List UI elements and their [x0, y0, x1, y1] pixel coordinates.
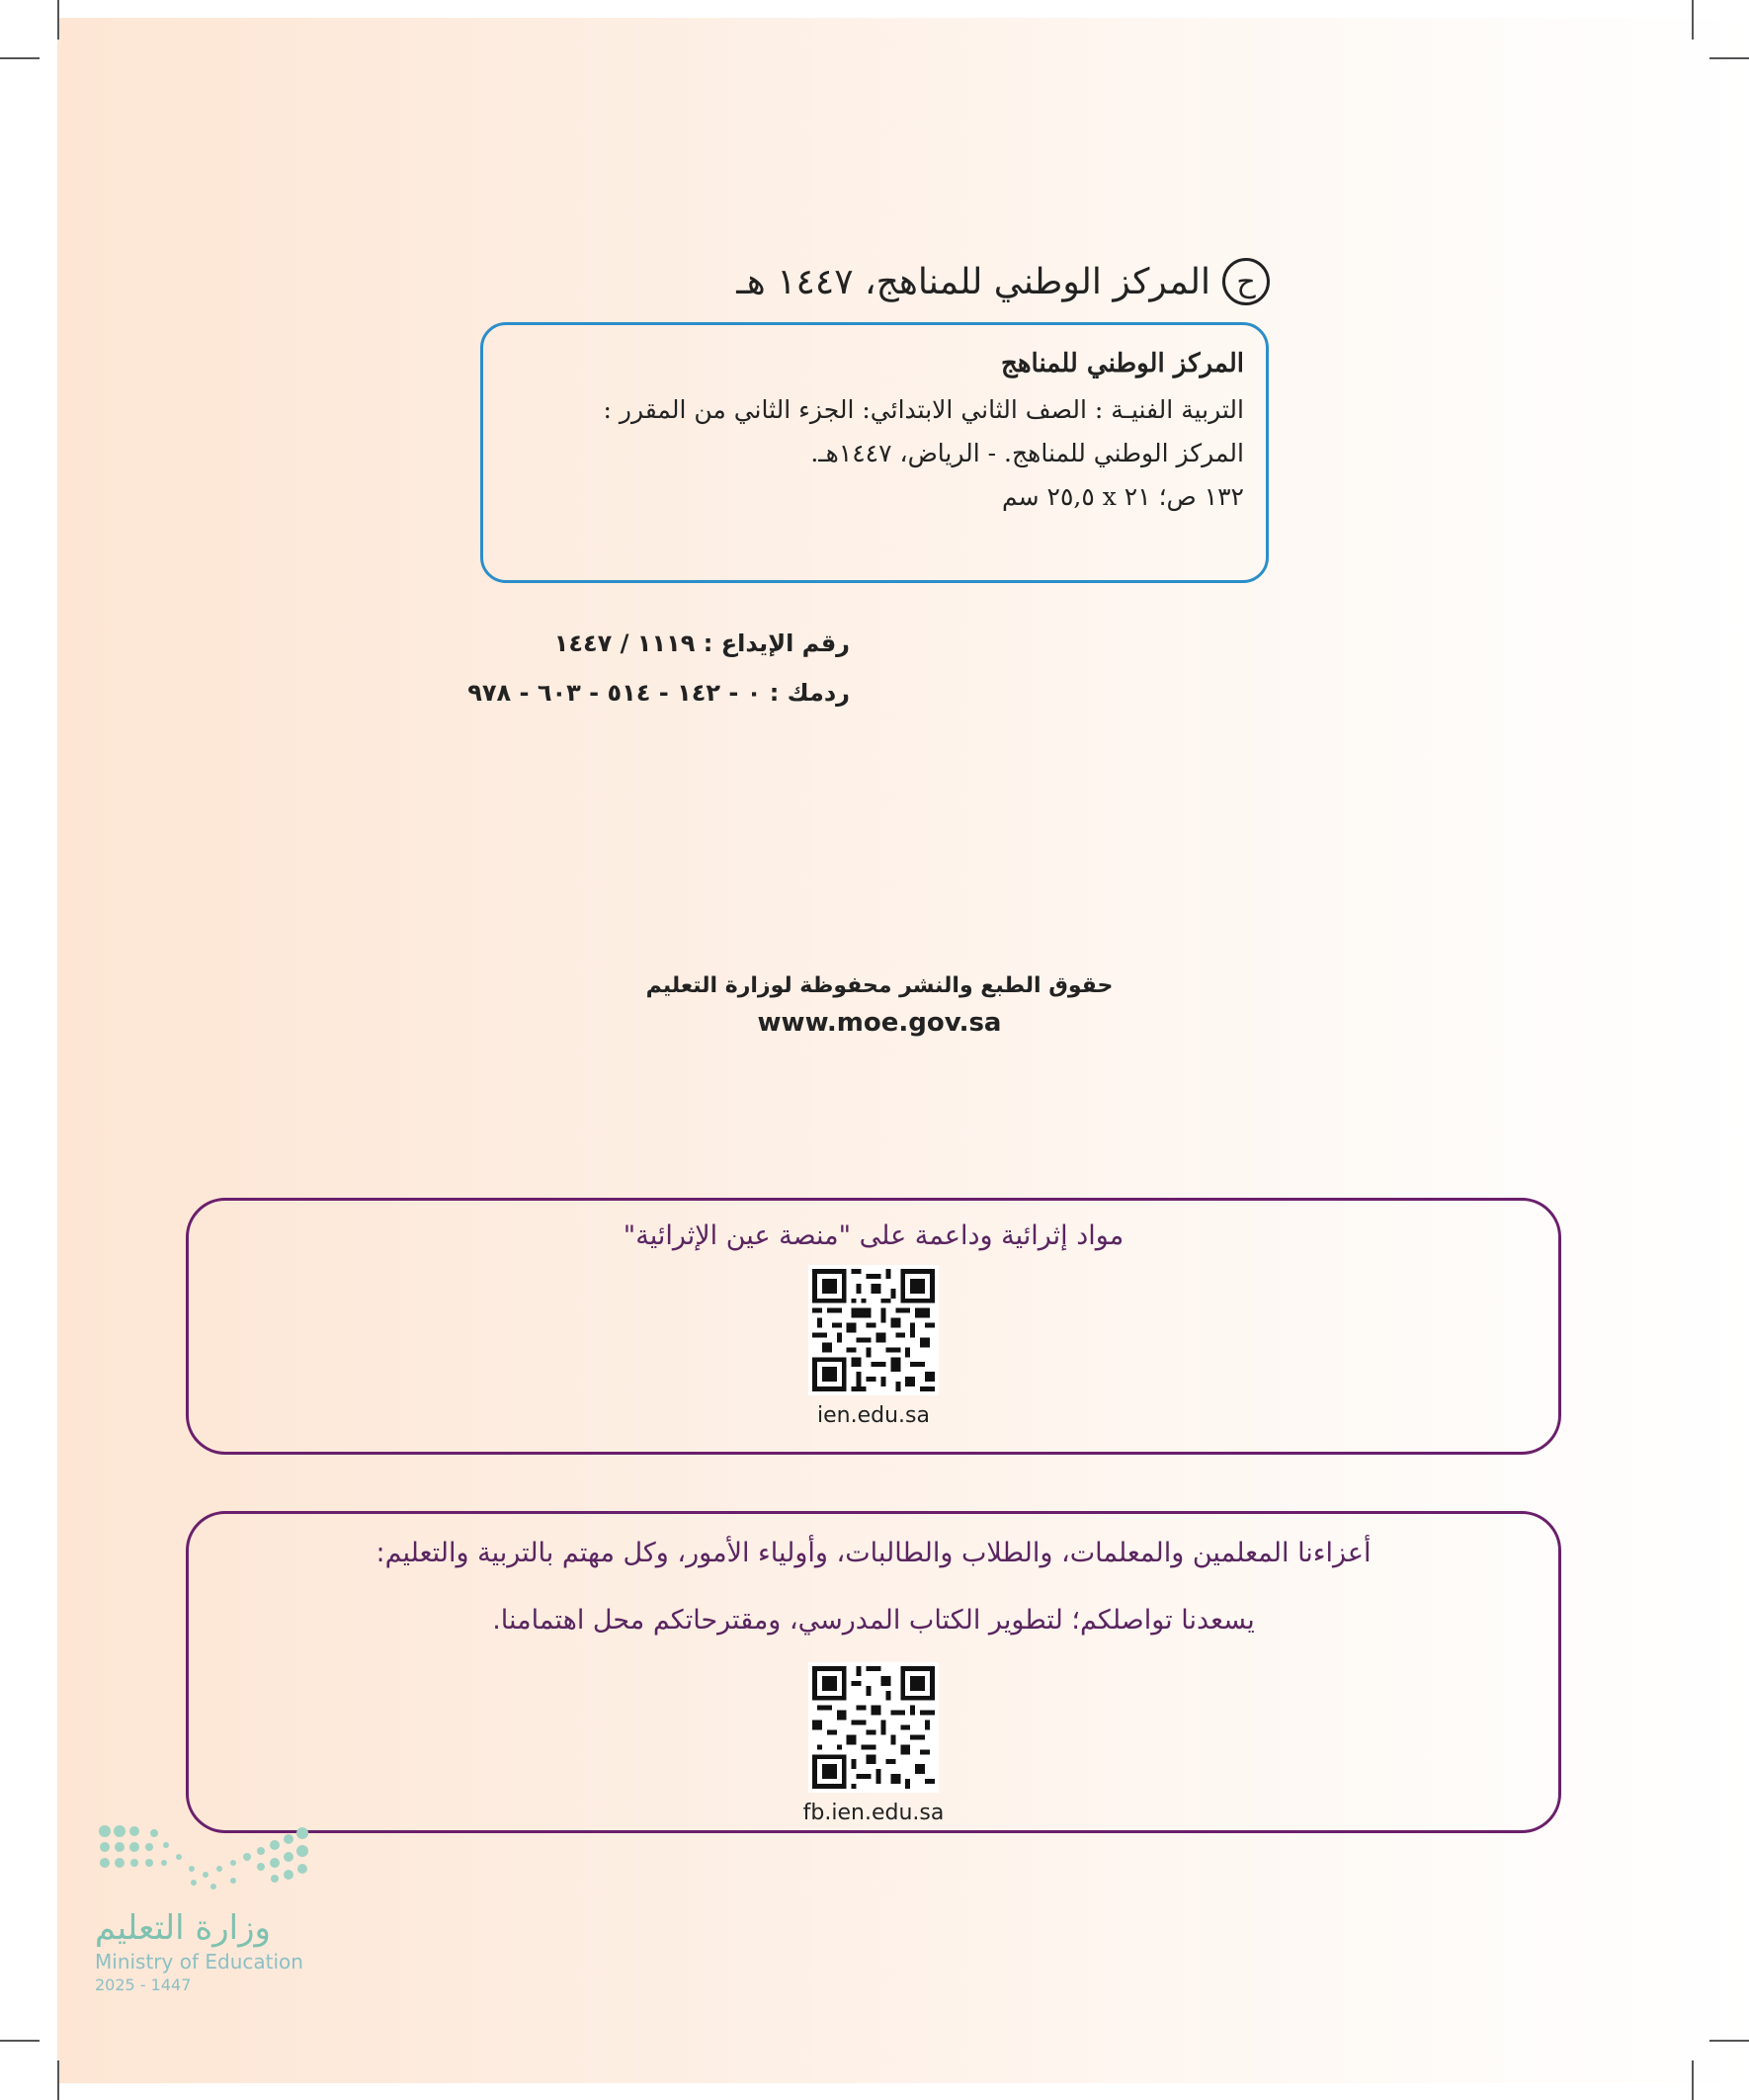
enrichment-url[interactable]: ien.edu.sa [817, 1403, 930, 1428]
rights-section [593, 973, 1166, 1038]
crop-mark [57, 0, 59, 40]
ministry-website-link[interactable]: www.moe.gov.sa [757, 1008, 1002, 1038]
qr-code-icon[interactable] [808, 1265, 939, 1395]
crop-mark [1709, 2040, 1749, 2042]
crop-mark [57, 2060, 59, 2100]
feedback-box [186, 1511, 1561, 1833]
deposit-number: رقم الإيداع : ١١١٩ / ١٤٤٧ [553, 630, 850, 657]
qr-code-icon[interactable] [808, 1662, 939, 1793]
catalog-line: التربية الفنيـة : الصف الثاني الابتدائي: الجزء الثاني من المقرر : [603, 395, 1244, 424]
isbn: ردمك : ٠ - ١٤٢ - ٥١٤ - ٦٠٣ - ٩٧٨ [467, 679, 850, 707]
copyright-text: المركز الوطني للمناهج، ١٤٤٧ هـ [736, 261, 1210, 302]
catalog-title: المركز الوطني للمناهج [1001, 349, 1244, 378]
ministry-name-english: Ministry of Education [95, 1950, 303, 1974]
enrichment-box [186, 1198, 1561, 1455]
ministry-logo [95, 1823, 322, 1994]
feedback-line-1: أعزاءنا المعلمين والمعلمات، والطلاب والطالبات، وأولياء الأمور، وكل مهتم بالتربية والتعليم: [375, 1538, 1372, 1568]
catalog-line: ١٣٢ ص؛ ٢١ x ٢٥,٥ سم [1001, 482, 1244, 511]
rights-text: حقوق الطبع والنشر محفوظة لوزارة التعليم [645, 973, 1114, 998]
crop-mark [0, 2040, 40, 2042]
crop-mark [1709, 57, 1749, 59]
ministry-name-arabic: وزارة التعليم [95, 1908, 271, 1948]
ministry-dots-icon [95, 1823, 312, 1894]
deposit-info [467, 619, 850, 717]
copyright-symbol: ح [1222, 258, 1270, 305]
catalog-box [480, 322, 1269, 583]
ministry-year: 2025 - 1447 [95, 1975, 192, 1994]
feedback-url[interactable]: fb.ien.edu.sa [802, 1801, 945, 1825]
crop-mark [1692, 0, 1694, 40]
copyright-header [736, 255, 1270, 308]
crop-mark [1692, 2060, 1694, 2100]
catalog-line: المركز الوطني للمناهج. - الرياض، ١٤٤٧هـ. [810, 439, 1244, 467]
feedback-line-2: يسعدنا تواصلكم؛ لتطوير الكتاب المدرسي، ومقترحاتكم محل اهتمامنا. [492, 1605, 1255, 1636]
enrichment-text: مواد إثرائية وداعمة على "منصة عين الإثرائية" [623, 1220, 1124, 1251]
crop-mark [0, 57, 40, 59]
